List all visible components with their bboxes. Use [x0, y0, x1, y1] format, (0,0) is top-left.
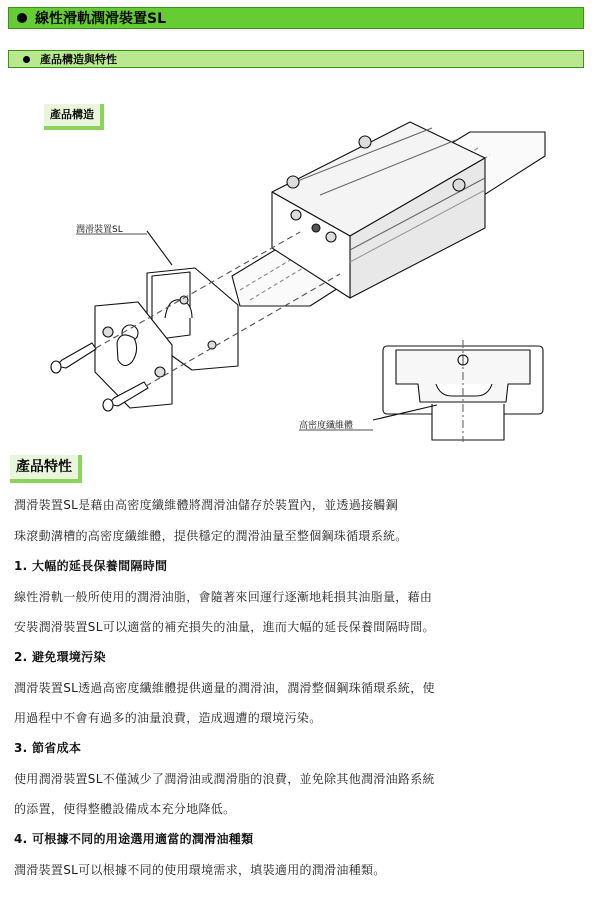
feature-3-line-2: 的添置，使得整體設備成本充分地降低。: [14, 802, 236, 816]
feature-2-line-2: 用過程中不會有過多的油量浪費，造成週遭的環境污染。: [14, 711, 322, 725]
page-title: 線性滑軌潤滑裝置SL: [35, 11, 167, 27]
feature-2-line-1: 潤滑裝置SL透過高密度纖維體提供適量的潤滑油，潤滑整個鋼珠循環系統，使: [14, 681, 435, 695]
callout-sl-label: 潤滑裝置SL: [76, 225, 123, 235]
feature-1-line-2: 安裝潤滑裝置SL可以適當的補充損失的油量，進而大幅的延長保養間隔時間。: [14, 620, 435, 634]
section-title: 產品構造與特性: [40, 53, 117, 66]
feature-2-heading: 2. 避免環境污染: [14, 650, 106, 664]
structure-label: 產品構造: [44, 104, 104, 130]
bullet-icon: [17, 13, 27, 23]
bolt-upper: [51, 343, 96, 373]
feature-3-heading: 3. 節省成本: [14, 741, 82, 755]
rail-cross-section-inset: [383, 340, 543, 442]
bullet-icon: [23, 56, 30, 63]
feature-1-heading: 1. 大幅的延長保養間隔時間: [14, 559, 168, 573]
section-title-bar: [8, 50, 584, 68]
intro-line-2: 珠滾動溝槽的高密度纖維體，提供穩定的潤滑油量至整個鋼珠循環系統。: [14, 529, 408, 543]
feature-1-line-1: 線性滑軌一般所使用的潤滑油脂，會隨著來回運行逐漸地耗損其油脂量，藉由: [14, 590, 433, 604]
feature-3-line-1: 使用潤滑裝置SL不僅減少了潤滑油或潤滑脂的浪費，並免除其他潤滑油路系統: [14, 772, 435, 786]
features-label: 產品特性: [10, 455, 82, 483]
feature-4-heading: 4. 可根據不同的用途選用適當的潤滑油種類: [14, 832, 254, 846]
callout-fiber-label: 高密度纖維體: [299, 421, 354, 431]
linear-guide-exploded-diagram: [0, 100, 600, 450]
page-title-bar: [8, 7, 584, 29]
feature-4-line-1: 潤滑裝置SL可以根據不同的使用環境需求，填裝適用的潤滑油種類。: [14, 863, 386, 877]
intro-line-1: 潤滑裝置SL是藉由高密度纖維體將潤滑油儲存於裝置內，並透過接觸鋼: [14, 498, 398, 512]
